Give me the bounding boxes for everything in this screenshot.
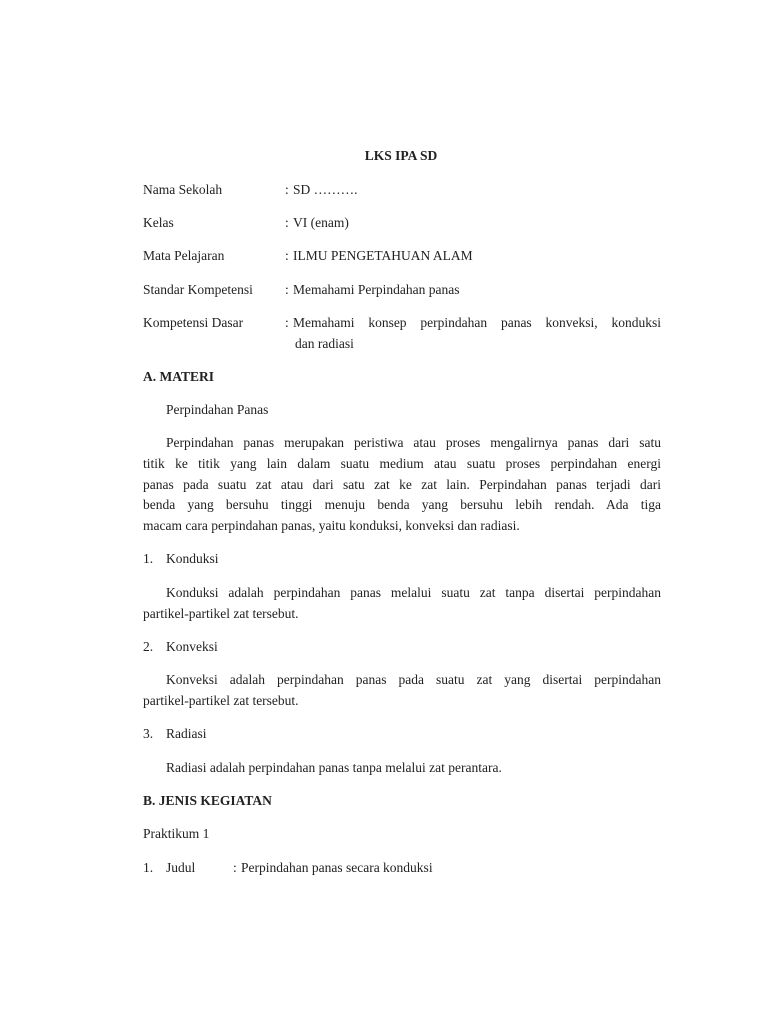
paragraph-line: partikel-partikel zat tersebut. — [143, 605, 299, 621]
paragraph-line: partikel-partikel zat tersebut. — [143, 692, 299, 708]
school-name-label: Nama Sekolah — [143, 182, 223, 197]
item-heading-conduction: Konduksi — [166, 551, 219, 566]
paragraph-line: panas pada suatu zat atau dari satu zat ke zat lain. Perpindahan panas terjadi dari — [143, 476, 661, 492]
practicum-title-value: Perpindahan panas secara konduksi — [241, 860, 433, 875]
item-heading-radiation: Radiasi — [166, 726, 207, 741]
item-number: 2. — [143, 639, 154, 654]
class-label: Kelas — [143, 215, 174, 230]
conduction-paragraph — [143, 583, 661, 625]
item-number: 1. — [143, 860, 154, 875]
colon: : — [285, 215, 289, 230]
competency-standard-value: Memahami Perpindahan panas — [293, 282, 460, 297]
section-a-subheading: Perpindahan Panas — [166, 402, 269, 417]
section-b-heading: B. JENIS KEGIATAN — [143, 793, 272, 808]
paragraph-line: macam cara perpindahan panas, yaitu konduksi, konveksi dan radiasi. — [143, 518, 520, 534]
paragraph-line: titik ke titik yang lain dalam suatu medium atau suatu proses perpindahan energi — [143, 455, 661, 471]
practicum-label: Praktikum 1 — [143, 826, 210, 841]
colon: : — [233, 860, 237, 875]
title-label: Judul — [166, 860, 196, 875]
basic-competency-value-line1: Memahami konsep perpindahan panas konveksi, konduksi — [293, 315, 661, 330]
convection-paragraph — [143, 670, 661, 712]
school-name-value: SD ………. — [293, 182, 358, 197]
intro-paragraph — [143, 433, 661, 537]
subject-label: Mata Pelajaran — [143, 248, 225, 263]
colon: : — [285, 315, 289, 330]
paragraph-line: Konveksi adalah perpindahan panas pada suatu zat yang disertai perpindahan — [166, 672, 661, 687]
paragraph-line: benda yang bersuhu tinggi menuju benda yang bersuhu lebih rendah. Ada tiga — [143, 497, 661, 513]
colon: : — [285, 182, 289, 197]
competency-standard-label: Standar Kompetensi — [143, 282, 253, 297]
radiation-paragraph: Radiasi adalah perpindahan panas tanpa melalui zat perantara. — [166, 760, 502, 775]
item-number: 1. — [143, 551, 154, 566]
basic-competency-value-line2: dan radiasi — [295, 336, 354, 351]
paragraph-line: Perpindahan panas merupakan peristiwa atau proses mengalirnya panas dari satu — [166, 435, 661, 450]
colon: : — [285, 282, 289, 297]
document-title: LKS IPA SD — [364, 148, 438, 163]
item-number: 3. — [143, 726, 154, 741]
basic-competency-label: Kompetensi Dasar — [143, 315, 244, 330]
item-heading-convection: Konveksi — [166, 639, 218, 654]
section-a-heading: A. MATERI — [143, 369, 215, 384]
colon: : — [285, 248, 289, 263]
paragraph-line: Konduksi adalah perpindahan panas melalui suatu zat tanpa disertai perpindahan — [166, 585, 661, 600]
class-value: VI (enam) — [293, 215, 349, 230]
subject-value: ILMU PENGETAHUAN ALAM — [293, 248, 473, 263]
